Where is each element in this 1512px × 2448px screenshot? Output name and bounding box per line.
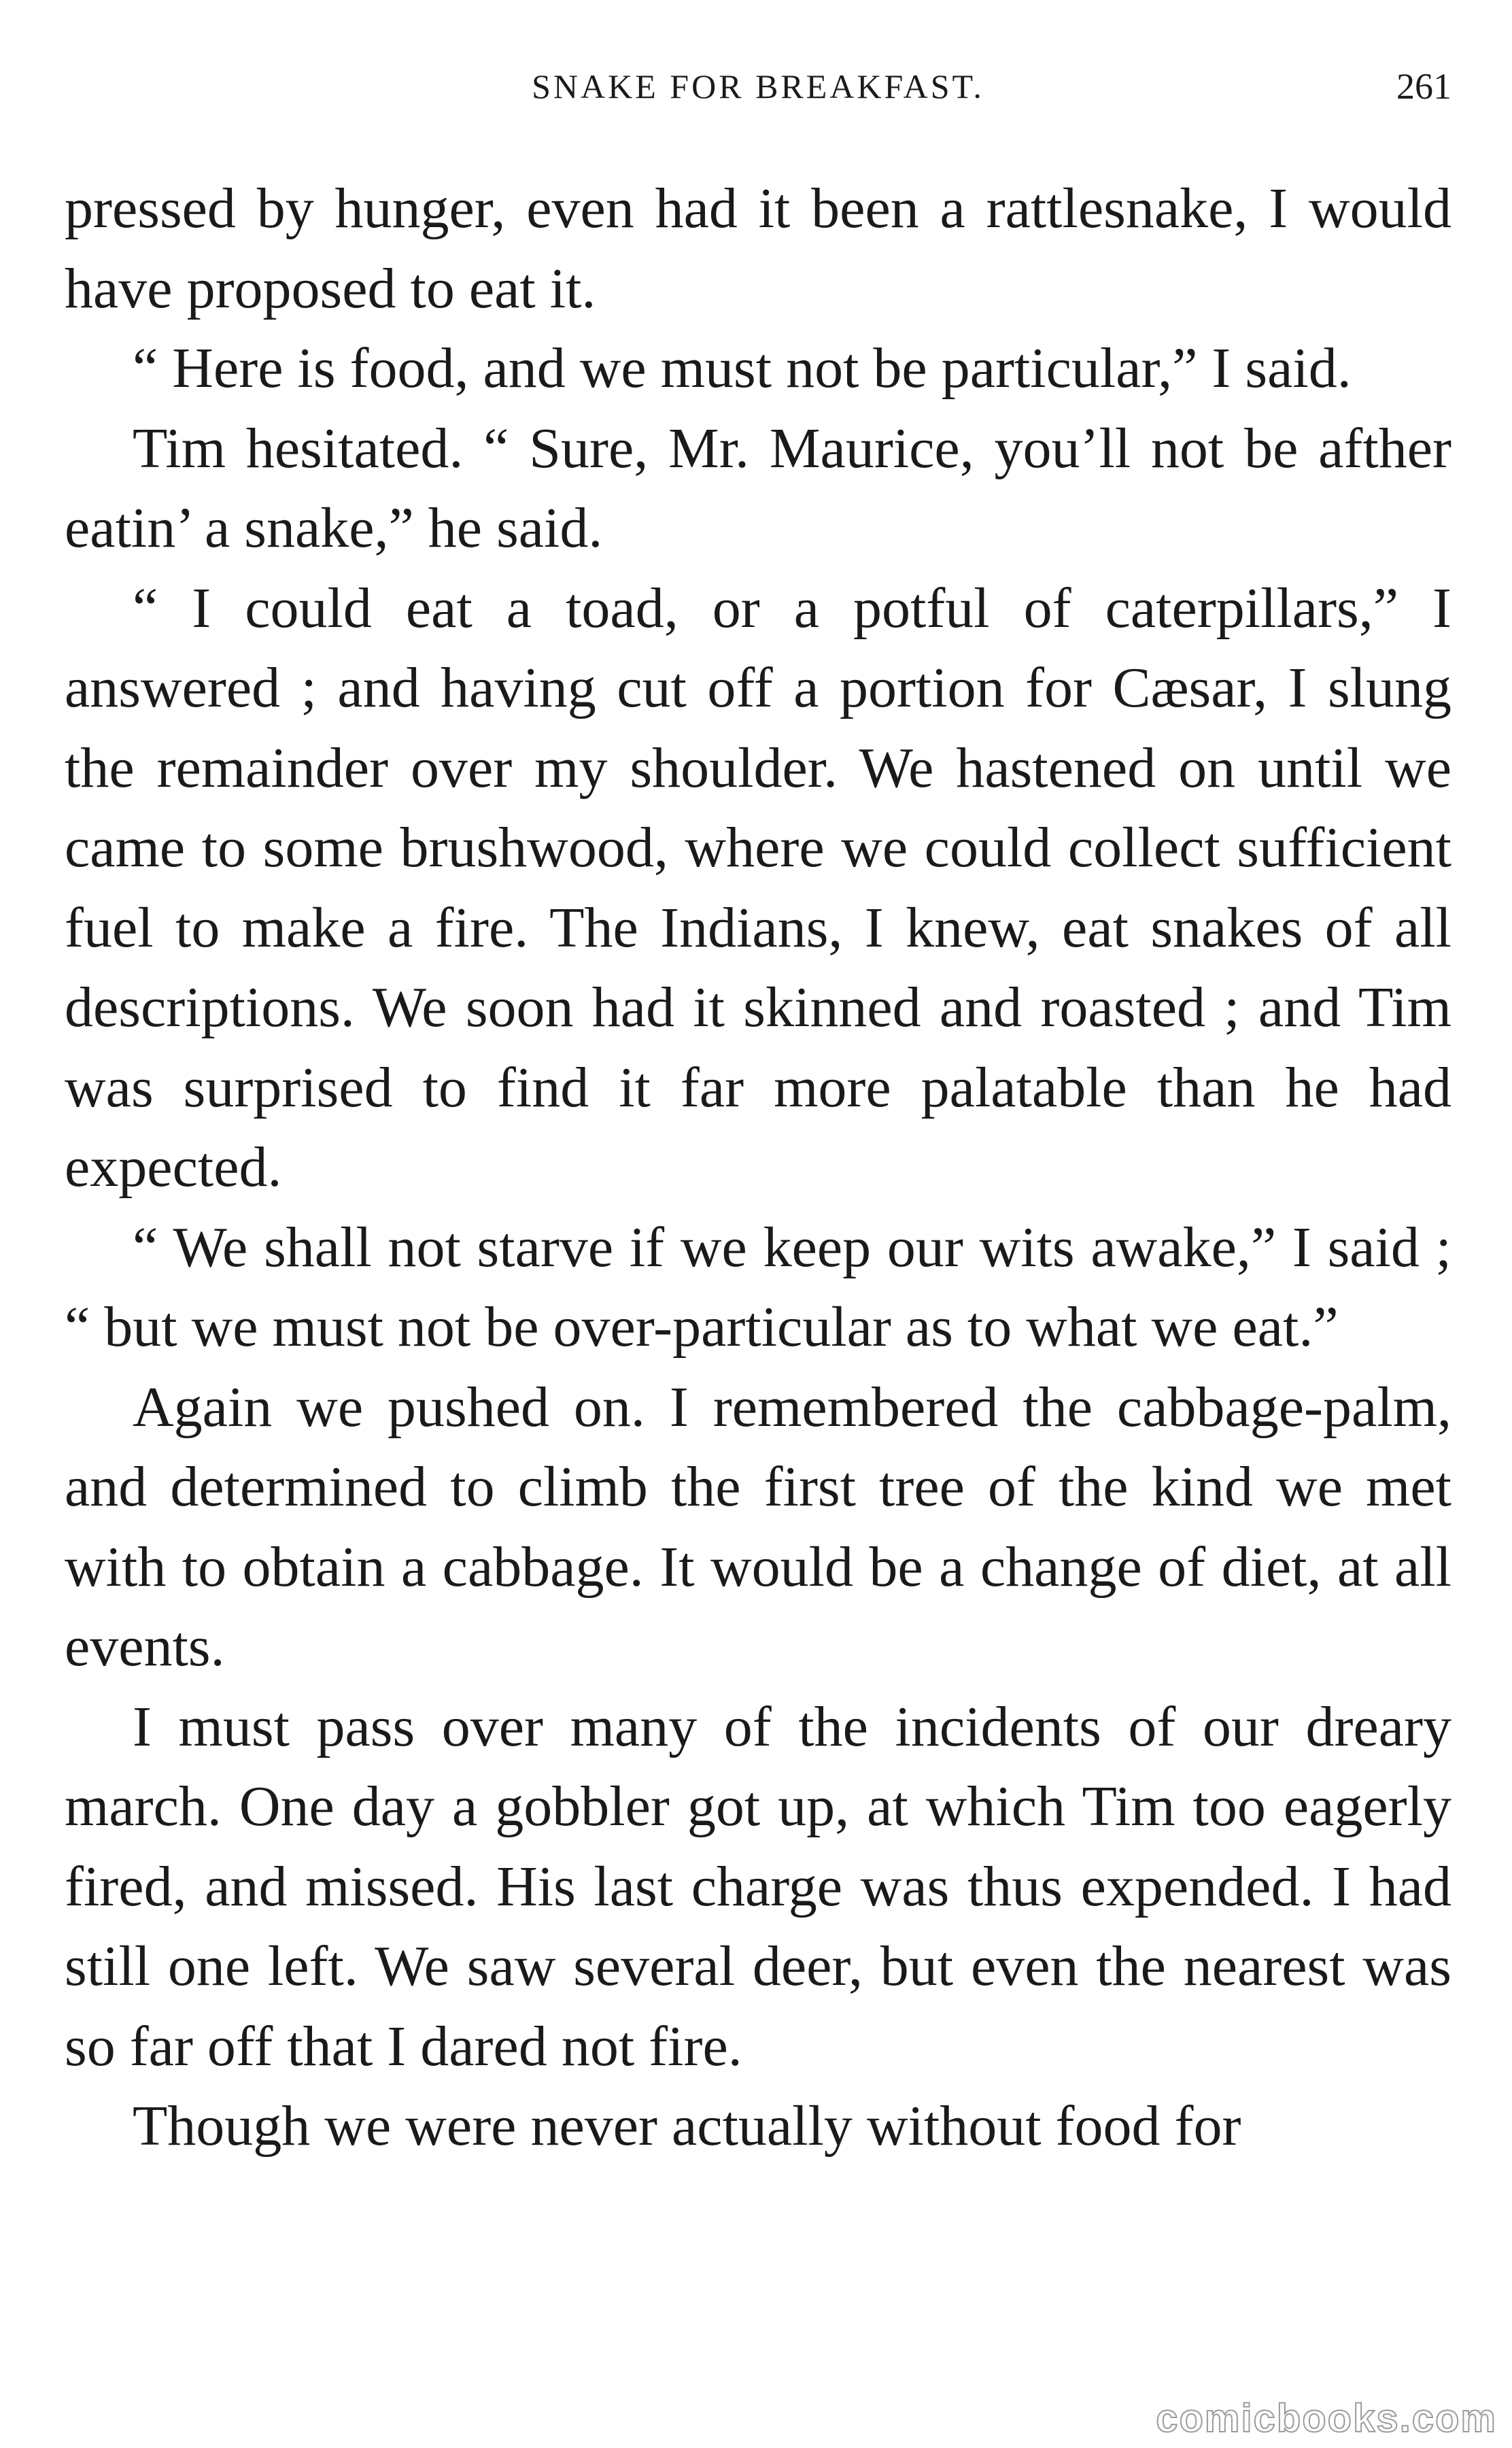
- paragraph: Though we were never actually without food for: [133, 2094, 1241, 2158]
- paragraph: “ We shall not starve if we keep our wits awake,” I said ; “ but we must not be over-particular as to what we eat.”: [65, 1215, 1451, 1359]
- paragraph: “ I could eat a toad, or a potful of caterpillars,” I answered ; and having cut off a portion for Cæsar, I slung the remainder over my shoulder. We hastened on until we came to some brushwood, where we could collect sufficient fuel to make a fire. The Indians, I knew, eat snakes of all descriptions. We soon had it skinned and roasted ; and Tim was surprised to find it far more palatable than he had expected.: [65, 576, 1451, 1199]
- running-title: SNAKE FOR BREAKFAST.: [532, 67, 984, 105]
- page-number: 261: [1396, 66, 1451, 107]
- body-text: [65, 169, 1451, 2166]
- paragraph: Tim hesitated. “ Sure, Mr. Maurice, you’ll not be afther eatin’ a snake,” he said.: [65, 416, 1451, 560]
- running-head: [65, 63, 1451, 110]
- paragraph: “ Here is food, and we must not be particular,” I said.: [133, 337, 1352, 400]
- paragraph: I must pass over many of the incidents of our dreary march. One day a gobbler got up, at which Tim too eagerly fired, and missed. His last charge was thus expended. I had still one left. We saw several deer, but even the nearest was so far off that I dared not fire.: [65, 1695, 1451, 2078]
- paragraph: pressed by hunger, even had it been a rattlesnake, I would have proposed to eat it.: [65, 177, 1451, 320]
- paragraph: Again we pushed on. I remembered the cabbage-palm, and determined to climb the first tree of the kind we met with to obtain a cabbage. It would be a change of diet, at all events.: [65, 1375, 1451, 1678]
- site-watermark: comicbooks.com: [1156, 2396, 1497, 2441]
